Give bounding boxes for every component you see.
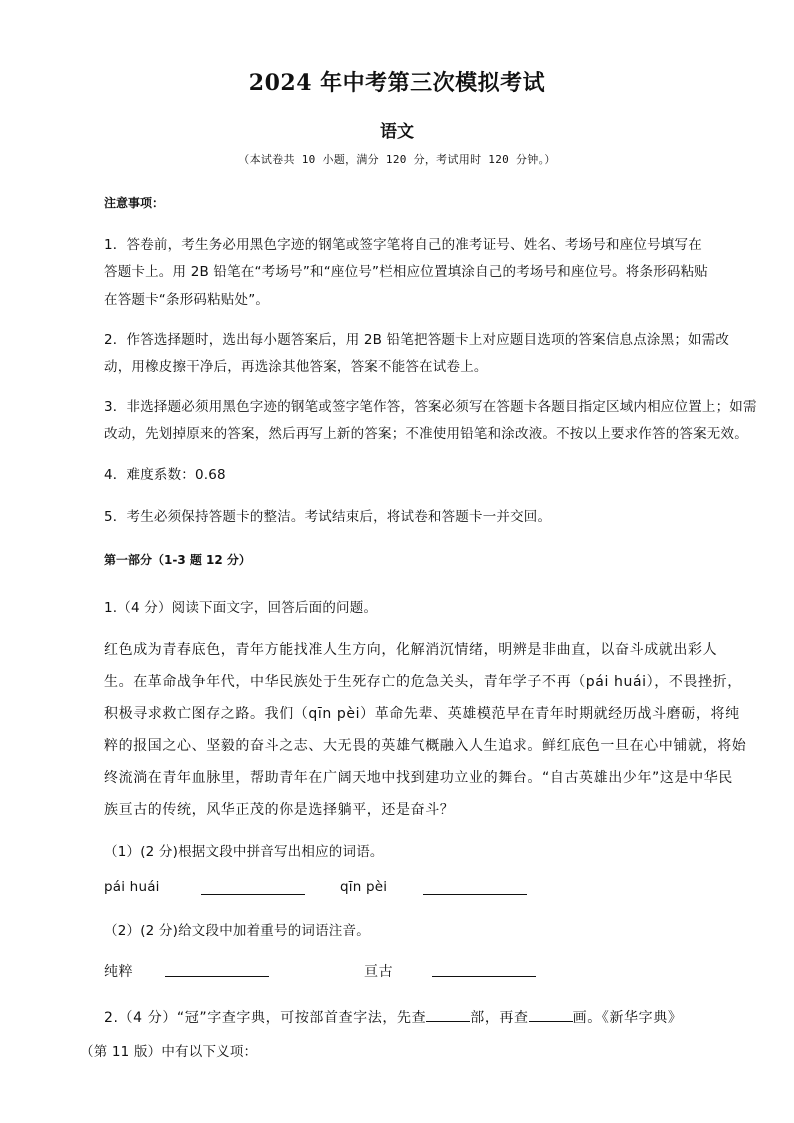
q1-sub1-label: （1）(2 分)根据文段中拼音写出相应的词语。	[104, 844, 384, 860]
q1-sub2-word2: 亘古	[364, 964, 394, 980]
notice-item5: 5．考生必须保持答题卡的整洁。考试结束后，将试卷和答题卡一并交回。	[104, 509, 552, 525]
q2-line1-part-b: 部，再查	[470, 1010, 529, 1026]
q1-sub1-answer-blank1[interactable]	[201, 880, 305, 895]
q1-sub1-pinyin1: pái huái	[104, 879, 160, 895]
q2-line2: （第 11 版）中有以下义项：	[80, 1044, 258, 1060]
q2-stroke-count-blank[interactable]	[529, 1007, 573, 1022]
q2-line1	[104, 1007, 682, 1027]
q1-passage-line5: 终流淌在青年血脉里，帮助青年在广阔天地中找到建功立业的舞台。“自古英雄出少年”这是中华民	[104, 770, 733, 786]
notice-item1-line2: 答题卡上。用 2B 铅笔在“考场号”和“座位号”栏相应位置填涂自己的考场号和座位号。将条形码粘贴	[104, 264, 709, 280]
exam-title: 2024 年中考第三次模拟考试	[248, 70, 546, 96]
q1-passage-line6: 族亘古的传统，风华正茂的你是选择躺平，还是奋斗？	[104, 802, 455, 818]
notice-item2-line1: 2．作答选择题时，选出每小题答案后，用 2B 铅笔把答题卡上对应题目选项的答案信息点涂黑；如需改	[104, 332, 730, 348]
q1-passage-line2: 生。在革命战争年代，中华民族处于生死存亡的危急关头，青年学子不再（pái huái），不畏挫折，	[104, 674, 742, 690]
exam-note: （本试卷共 10 小题，满分 120 分，考试用时 120 分钟。）	[238, 153, 556, 166]
part1-heading: 第一部分（1-3 题 12 分）	[104, 553, 251, 567]
subject-title: 语文	[380, 122, 414, 142]
q1-passage-line1: 红色成为青春底色，青年方能找准人生方向，化解消沉情绪，明辨是非曲直，以奋斗成就出彩人	[104, 642, 718, 658]
notice-item3-line1: 3．非选择题必须用黑色字迹的钢笔或签字笔作答，答案必须写在答题卡各题目指定区域内相应位置上；如需	[104, 399, 757, 415]
q2-line1-part-a: 2.（4 分）“冠”字查字典，可按部首查字法，先查	[104, 1010, 427, 1026]
notice-heading: 注意事项：	[104, 196, 165, 210]
q1-sub2-label: （2）(2 分)给文段中加着重号的词语注音。	[104, 923, 370, 939]
q1-sub2-word1: 纯粹	[104, 964, 134, 980]
q1-passage-line3: 积极寻求救亡图存之路。我们（qīn pèi）革命先辈、英雄模范早在青年时期就经历战斗磨砺，将纯	[104, 706, 740, 722]
notice-item1-line1: 1．答卷前，考生务必用黑色字迹的钢笔或签字笔将自己的准考证号、姓名、考场号和座位号填写在	[104, 237, 702, 253]
q2-radical-blank[interactable]	[426, 1007, 470, 1022]
q2-line1-part-c: 画。《新华字典》	[572, 1010, 683, 1026]
q1-passage-line4: 粹的报国之心、坚毅的奋斗之志、大无畏的英雄气概融入人生追求。鲜红底色一旦在心中铺就，将始	[104, 738, 747, 754]
notice-item3-line2: 改动，先划掉原来的答案，然后再写上新的答案；不准使用铅笔和涂改液。不按以上要求作答的答案无效。	[104, 426, 748, 442]
q1-sub1-pinyin2: qīn pèi	[340, 879, 388, 895]
notice-item2-line2: 动，用橡皮擦干净后，再选涂其他答案，答案不能答在试卷上。	[104, 359, 488, 375]
q1-sub2-answer-blank2[interactable]	[432, 962, 536, 977]
q1-sub2-answer-blank1[interactable]	[165, 962, 269, 977]
notice-item1-line3: 在答题卡“条形码粘贴处”。	[104, 292, 270, 308]
q1-stem: 1.（4 分）阅读下面文字，回答后面的问题。	[104, 600, 378, 616]
q1-sub1-answer-blank2[interactable]	[423, 880, 527, 895]
notice-item4: 4．难度系数：0.68	[104, 467, 226, 483]
